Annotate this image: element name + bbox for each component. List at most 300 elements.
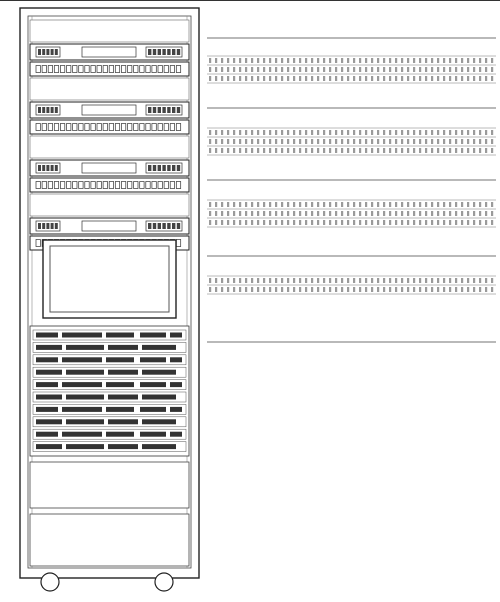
- schedule-port-mark: [275, 76, 277, 81]
- schedule-port-mark: [209, 287, 211, 292]
- schedule-port-mark: [419, 76, 421, 81]
- schedule-port-mark: [329, 211, 331, 216]
- schedule-port-mark: [281, 148, 283, 153]
- server-drive-bay: [66, 444, 104, 449]
- schedule-port-mark: [401, 278, 403, 283]
- schedule-port-mark: [227, 278, 229, 283]
- schedule-port-mark: [341, 58, 343, 63]
- server-drive-bay: [108, 395, 138, 400]
- schedule-port-mark: [443, 58, 445, 63]
- schedule-port-mark: [281, 278, 283, 283]
- server-drive-bay: [106, 357, 134, 362]
- schedule-port-mark: [257, 278, 259, 283]
- schedule-port-mark: [293, 220, 295, 225]
- schedule-port-mark: [347, 220, 349, 225]
- switch-port: [46, 107, 49, 113]
- schedule-port-mark: [485, 76, 487, 81]
- switch-port: [158, 165, 161, 171]
- schedule-port-mark: [377, 139, 379, 144]
- schedule-port-mark: [461, 76, 463, 81]
- schedule-port-mark: [221, 58, 223, 63]
- schedule-port-mark: [395, 287, 397, 292]
- server-drive-bay: [66, 419, 104, 424]
- schedule-port-mark: [407, 220, 409, 225]
- schedule-port-mark: [215, 278, 217, 283]
- schedule-port-mark: [257, 220, 259, 225]
- schedule-port-mark: [311, 202, 313, 207]
- schedule-port-mark: [233, 211, 235, 216]
- schedule-port-mark: [449, 287, 451, 292]
- schedule-port-mark: [443, 211, 445, 216]
- schedule-port-mark: [419, 67, 421, 72]
- schedule-port-mark: [251, 58, 253, 63]
- schedule-port-mark: [443, 67, 445, 72]
- schedule-port-mark: [293, 148, 295, 153]
- schedule-port-mark: [359, 130, 361, 135]
- schedule-port-mark: [215, 211, 217, 216]
- schedule-port-mark: [239, 148, 241, 153]
- server-drive-bay: [62, 357, 102, 362]
- schedule-port-mark: [377, 67, 379, 72]
- schedule-port-mark: [365, 58, 367, 63]
- schedule-port-mark: [335, 139, 337, 144]
- schedule-port-mark: [413, 67, 415, 72]
- schedule-port-mark: [455, 202, 457, 207]
- schedule-port-mark: [263, 139, 265, 144]
- switch-port: [158, 223, 161, 229]
- server-drive-bay: [36, 419, 62, 424]
- server-drive-bay: [106, 333, 134, 338]
- schedule-port-mark: [473, 130, 475, 135]
- schedule-port-mark: [407, 287, 409, 292]
- schedule-port-mark: [395, 139, 397, 144]
- schedule-port-mark: [209, 220, 211, 225]
- schedule-port-mark: [311, 67, 313, 72]
- schedule-port-mark: [455, 76, 457, 81]
- schedule-port-mark: [461, 148, 463, 153]
- schedule-port-mark: [395, 220, 397, 225]
- schedule-port-mark: [461, 202, 463, 207]
- schedule-port-mark: [461, 287, 463, 292]
- schedule-port-mark: [215, 148, 217, 153]
- schedule-port-mark: [311, 287, 313, 292]
- port-schedule: [207, 38, 496, 342]
- schedule-port-mark: [491, 287, 493, 292]
- schedule-port-mark: [299, 130, 301, 135]
- schedule-port-mark: [293, 130, 295, 135]
- schedule-port-mark: [431, 139, 433, 144]
- schedule-port-mark: [263, 202, 265, 207]
- schedule-port-mark: [431, 211, 433, 216]
- schedule-port-mark: [239, 211, 241, 216]
- schedule-port-mark: [263, 67, 265, 72]
- schedule-port-mark: [311, 220, 313, 225]
- schedule-port-mark: [443, 130, 445, 135]
- schedule-port-mark: [215, 202, 217, 207]
- switch-port: [55, 107, 58, 113]
- schedule-port-mark: [377, 220, 379, 225]
- schedule-port-mark: [251, 76, 253, 81]
- schedule-port-mark: [479, 220, 481, 225]
- schedule-port-mark: [449, 139, 451, 144]
- schedule-port-mark: [365, 130, 367, 135]
- schedule-port-mark: [335, 58, 337, 63]
- switch-port: [38, 107, 41, 113]
- schedule-port-mark: [239, 220, 241, 225]
- schedule-port-mark: [251, 148, 253, 153]
- schedule-port-mark: [389, 287, 391, 292]
- schedule-port-mark: [467, 139, 469, 144]
- schedule-port-mark: [245, 139, 247, 144]
- schedule-port-mark: [485, 202, 487, 207]
- schedule-port-mark: [299, 139, 301, 144]
- schedule-port-mark: [329, 139, 331, 144]
- schedule-port-mark: [443, 220, 445, 225]
- schedule-port-mark: [437, 287, 439, 292]
- schedule-port-mark: [353, 278, 355, 283]
- schedule-port-mark: [395, 211, 397, 216]
- schedule-port-mark: [455, 278, 457, 283]
- schedule-port-mark: [383, 76, 385, 81]
- schedule-port-mark: [395, 148, 397, 153]
- schedule-port-mark: [485, 139, 487, 144]
- schedule-port-mark: [245, 67, 247, 72]
- schedule-port-mark: [359, 76, 361, 81]
- schedule-port-mark: [407, 76, 409, 81]
- schedule-port-mark: [269, 287, 271, 292]
- schedule-port-mark: [269, 139, 271, 144]
- schedule-port-mark: [449, 202, 451, 207]
- schedule-port-mark: [371, 278, 373, 283]
- schedule-port-mark: [329, 220, 331, 225]
- schedule-port-mark: [491, 202, 493, 207]
- schedule-port-mark: [251, 139, 253, 144]
- server-drive-bay: [108, 370, 138, 375]
- rack-caster-left: [41, 573, 59, 591]
- schedule-port-mark: [287, 76, 289, 81]
- schedule-port-mark: [221, 278, 223, 283]
- schedule-port-mark: [341, 202, 343, 207]
- schedule-port-mark: [257, 148, 259, 153]
- switch-port: [51, 165, 54, 171]
- schedule-port-mark: [479, 130, 481, 135]
- schedule-port-mark: [341, 130, 343, 135]
- schedule-port-mark: [317, 148, 319, 153]
- schedule-port-mark: [251, 287, 253, 292]
- schedule-port-mark: [485, 58, 487, 63]
- schedule-port-mark: [371, 287, 373, 292]
- schedule-port-mark: [305, 58, 307, 63]
- server-drive-bay: [140, 333, 166, 338]
- schedule-port-mark: [443, 278, 445, 283]
- schedule-port-mark: [365, 202, 367, 207]
- server-drive-bay: [36, 357, 58, 362]
- schedule-port-mark: [335, 130, 337, 135]
- schedule-port-mark: [377, 278, 379, 283]
- schedule-port-mark: [449, 130, 451, 135]
- schedule-port-mark: [275, 148, 277, 153]
- schedule-port-mark: [413, 202, 415, 207]
- schedule-port-mark: [305, 76, 307, 81]
- schedule-port-mark: [275, 220, 277, 225]
- schedule-port-mark: [293, 139, 295, 144]
- schedule-port-mark: [419, 148, 421, 153]
- schedule-port-mark: [287, 130, 289, 135]
- schedule-port-mark: [269, 220, 271, 225]
- schedule-port-mark: [329, 67, 331, 72]
- rack-label-strip: [30, 78, 189, 100]
- server-drive-bay: [36, 333, 58, 338]
- schedule-port-mark: [455, 287, 457, 292]
- schedule-port-mark: [317, 76, 319, 81]
- schedule-port-mark: [293, 67, 295, 72]
- schedule-port-mark: [413, 148, 415, 153]
- schedule-port-mark: [335, 278, 337, 283]
- schedule-port-mark: [473, 287, 475, 292]
- schedule-port-mark: [353, 220, 355, 225]
- schedule-port-mark: [287, 220, 289, 225]
- schedule-port-mark: [299, 287, 301, 292]
- schedule-port-mark: [287, 58, 289, 63]
- schedule-port-mark: [371, 139, 373, 144]
- schedule-port-mark: [365, 287, 367, 292]
- schedule-port-mark: [449, 58, 451, 63]
- schedule-port-mark: [227, 148, 229, 153]
- schedule-port-mark: [335, 211, 337, 216]
- schedule-port-mark: [407, 58, 409, 63]
- schedule-port-mark: [239, 76, 241, 81]
- schedule-port-mark: [239, 287, 241, 292]
- schedule-port-mark: [431, 67, 433, 72]
- server-drive-bay: [140, 382, 166, 387]
- schedule-port-mark: [407, 278, 409, 283]
- schedule-port-mark: [419, 202, 421, 207]
- schedule-port-mark: [395, 76, 397, 81]
- schedule-port-mark: [425, 67, 427, 72]
- schedule-port-mark: [383, 67, 385, 72]
- server-drive-bay: [36, 432, 58, 437]
- switch-port: [51, 49, 54, 55]
- server-drive-bay: [62, 333, 102, 338]
- schedule-port-mark: [305, 202, 307, 207]
- server-drive-bay: [142, 395, 176, 400]
- schedule-port-mark: [281, 287, 283, 292]
- schedule-port-mark: [263, 76, 265, 81]
- server-drive-bay: [66, 395, 104, 400]
- schedule-port-mark: [245, 202, 247, 207]
- schedule-port-mark: [449, 278, 451, 283]
- schedule-port-mark: [479, 58, 481, 63]
- schedule-port-mark: [221, 148, 223, 153]
- schedule-port-mark: [425, 287, 427, 292]
- server-drive-bay: [140, 432, 166, 437]
- schedule-port-mark: [437, 58, 439, 63]
- server-drive-bay: [142, 419, 176, 424]
- schedule-port-mark: [323, 67, 325, 72]
- schedule-port-mark: [329, 76, 331, 81]
- schedule-port-mark: [353, 148, 355, 153]
- schedule-port-mark: [245, 220, 247, 225]
- schedule-port-mark: [383, 130, 385, 135]
- schedule-port-mark: [389, 139, 391, 144]
- schedule-port-mark: [215, 220, 217, 225]
- schedule-port-mark: [407, 67, 409, 72]
- schedule-port-mark: [341, 76, 343, 81]
- schedule-port-mark: [257, 202, 259, 207]
- schedule-port-mark: [437, 130, 439, 135]
- schedule-port-mark: [257, 139, 259, 144]
- schedule-port-mark: [239, 58, 241, 63]
- schedule-port-mark: [461, 58, 463, 63]
- schedule-port-mark: [263, 211, 265, 216]
- schedule-port-mark: [329, 130, 331, 135]
- schedule-port-mark: [227, 58, 229, 63]
- schedule-port-mark: [341, 287, 343, 292]
- schedule-port-mark: [359, 211, 361, 216]
- schedule-port-mark: [473, 76, 475, 81]
- server-drive-bay: [108, 345, 138, 350]
- schedule-port-mark: [209, 130, 211, 135]
- schedule-port-mark: [413, 58, 415, 63]
- schedule-port-mark: [449, 220, 451, 225]
- schedule-port-mark: [269, 76, 271, 81]
- schedule-port-mark: [365, 67, 367, 72]
- schedule-port-mark: [353, 130, 355, 135]
- schedule-port-mark: [473, 278, 475, 283]
- server-drive-bay: [140, 357, 166, 362]
- schedule-port-mark: [275, 287, 277, 292]
- switch-port: [167, 49, 170, 55]
- schedule-port-mark: [389, 76, 391, 81]
- schedule-port-mark: [431, 58, 433, 63]
- schedule-port-mark: [317, 58, 319, 63]
- schedule-port-mark: [335, 287, 337, 292]
- switch-port: [148, 165, 151, 171]
- schedule-port-mark: [389, 202, 391, 207]
- schedule-port-mark: [401, 211, 403, 216]
- schedule-port-mark: [227, 67, 229, 72]
- schedule-port-mark: [485, 211, 487, 216]
- server-drive-bay: [170, 357, 182, 362]
- schedule-port-mark: [383, 211, 385, 216]
- schedule-port-mark: [437, 220, 439, 225]
- schedule-port-mark: [329, 148, 331, 153]
- schedule-port-mark: [323, 58, 325, 63]
- schedule-port-mark: [467, 148, 469, 153]
- schedule-port-mark: [329, 58, 331, 63]
- schedule-port-mark: [287, 139, 289, 144]
- schedule-port-mark: [473, 220, 475, 225]
- schedule-port-mark: [401, 139, 403, 144]
- schedule-port-mark: [455, 139, 457, 144]
- schedule-port-mark: [377, 148, 379, 153]
- schedule-port-mark: [257, 287, 259, 292]
- schedule-port-mark: [353, 139, 355, 144]
- switch-port: [177, 165, 180, 171]
- schedule-port-mark: [419, 58, 421, 63]
- schedule-port-mark: [347, 278, 349, 283]
- schedule-port-mark: [233, 287, 235, 292]
- switch-port: [46, 49, 49, 55]
- schedule-port-mark: [287, 202, 289, 207]
- switch-port: [46, 165, 49, 171]
- switch-port: [177, 223, 180, 229]
- schedule-port-mark: [425, 130, 427, 135]
- schedule-port-mark: [347, 202, 349, 207]
- schedule-port-mark: [317, 278, 319, 283]
- switch-port: [42, 49, 45, 55]
- schedule-port-mark: [299, 220, 301, 225]
- schedule-port-mark: [401, 67, 403, 72]
- schedule-port-mark: [377, 76, 379, 81]
- schedule-port-mark: [437, 76, 439, 81]
- schedule-port-mark: [419, 287, 421, 292]
- schedule-port-mark: [317, 220, 319, 225]
- schedule-port-mark: [221, 130, 223, 135]
- schedule-port-mark: [473, 202, 475, 207]
- schedule-port-mark: [467, 58, 469, 63]
- schedule-port-mark: [377, 130, 379, 135]
- schedule-port-mark: [395, 58, 397, 63]
- schedule-port-mark: [305, 211, 307, 216]
- schedule-port-mark: [491, 67, 493, 72]
- schedule-port-mark: [281, 220, 283, 225]
- schedule-port-mark: [395, 278, 397, 283]
- schedule-port-mark: [347, 58, 349, 63]
- schedule-port-mark: [293, 278, 295, 283]
- schedule-port-mark: [227, 220, 229, 225]
- schedule-port-mark: [413, 139, 415, 144]
- schedule-port-mark: [275, 67, 277, 72]
- schedule-port-mark: [215, 58, 217, 63]
- schedule-port-mark: [233, 58, 235, 63]
- schedule-port-mark: [371, 67, 373, 72]
- schedule-port-mark: [233, 202, 235, 207]
- schedule-port-mark: [467, 130, 469, 135]
- schedule-port-mark: [263, 148, 265, 153]
- schedule-port-mark: [479, 211, 481, 216]
- schedule-port-mark: [377, 287, 379, 292]
- switch-port: [172, 107, 175, 113]
- schedule-port-mark: [389, 278, 391, 283]
- schedule-port-mark: [365, 76, 367, 81]
- schedule-port-mark: [467, 287, 469, 292]
- schedule-port-mark: [425, 148, 427, 153]
- schedule-port-mark: [359, 202, 361, 207]
- schedule-port-mark: [461, 278, 463, 283]
- schedule-port-mark: [407, 148, 409, 153]
- switch-port: [177, 107, 180, 113]
- schedule-port-mark: [311, 76, 313, 81]
- schedule-port-mark: [473, 211, 475, 216]
- schedule-port-mark: [359, 220, 361, 225]
- schedule-port-mark: [305, 130, 307, 135]
- schedule-port-mark: [419, 220, 421, 225]
- rack-label-strip: [30, 20, 189, 42]
- schedule-port-mark: [281, 139, 283, 144]
- schedule-port-mark: [455, 67, 457, 72]
- schedule-port-mark: [443, 139, 445, 144]
- schedule-port-mark: [239, 278, 241, 283]
- server-drive-bay: [66, 370, 104, 375]
- schedule-port-mark: [323, 76, 325, 81]
- schedule-port-mark: [239, 130, 241, 135]
- schedule-port-mark: [383, 139, 385, 144]
- schedule-port-mark: [215, 76, 217, 81]
- schedule-port-mark: [461, 130, 463, 135]
- schedule-port-mark: [287, 67, 289, 72]
- schedule-port-mark: [461, 211, 463, 216]
